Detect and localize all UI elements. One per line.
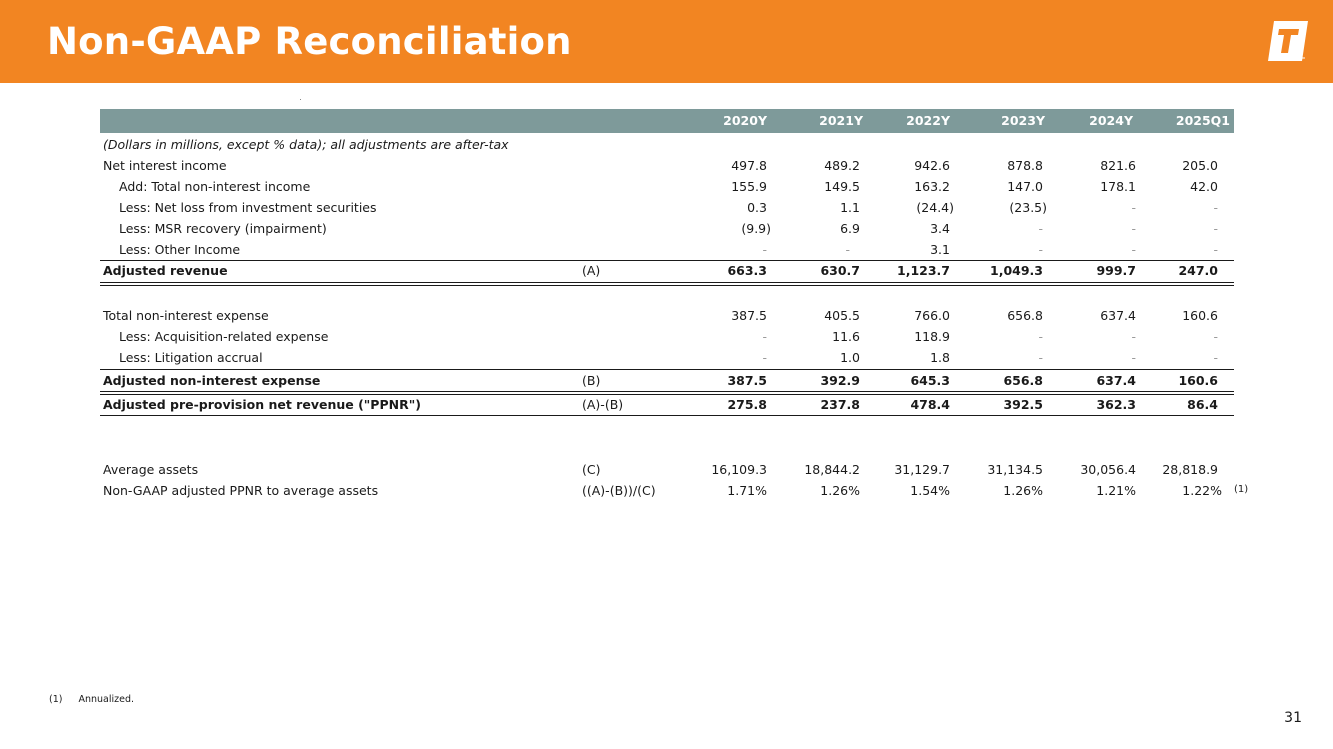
cell-value: 942.6 — [914, 158, 950, 173]
table-row-subtotal — [100, 370, 1234, 391]
cell-value: 405.5 — [824, 308, 860, 323]
row-divider — [100, 391, 1234, 392]
cell-value: - — [1213, 242, 1218, 257]
cell-value: 645.3 — [910, 373, 950, 388]
cell-value: 6.9 — [840, 221, 860, 236]
cell-value: - — [1131, 242, 1136, 257]
table-row — [100, 480, 1234, 501]
row-label: Adjusted non-interest expense — [103, 373, 321, 388]
column-header-2021y: 2021Y — [819, 113, 863, 128]
cell-value: 1,123.7 — [897, 263, 950, 278]
cell-value: 637.4 — [1096, 373, 1136, 388]
cell-value: - — [762, 329, 767, 344]
row-label: Adjusted pre-provision net revenue ("PPNR") — [103, 397, 421, 412]
footnote — [49, 694, 134, 705]
cell-value: 1.1 — [840, 200, 860, 215]
cell-value: 1.21% — [1096, 483, 1136, 498]
cell-value: 0.3 — [747, 200, 767, 215]
cell-value: 86.4 — [1187, 397, 1218, 412]
row-divider — [100, 415, 1234, 416]
row-reference: (C) — [582, 462, 601, 477]
cell-value: 160.6 — [1182, 308, 1218, 323]
column-header-2022y: 2022Y — [906, 113, 950, 128]
cell-value: 1.26% — [820, 483, 860, 498]
cell-value: 11.6 — [832, 329, 860, 344]
table-row-total — [100, 394, 1234, 415]
column-header-2025q1: 2025Q1 — [1175, 113, 1230, 128]
cell-value: 999.7 — [1096, 263, 1136, 278]
cell-value: 118.9 — [914, 329, 950, 344]
table-row — [100, 459, 1234, 480]
cell-value: 489.2 — [824, 158, 860, 173]
cell-value: 3.1 — [930, 242, 950, 257]
cell-value: 42.0 — [1190, 179, 1218, 194]
cell-value: 31,129.7 — [894, 462, 950, 477]
cell-value: - — [762, 350, 767, 365]
cell-value: 155.9 — [731, 179, 767, 194]
cell-value: 247.0 — [1178, 263, 1218, 278]
cell-value: 637.4 — [1100, 308, 1136, 323]
cell-value: 16,109.3 — [711, 462, 767, 477]
company-logo-icon — [1262, 18, 1312, 64]
cell-value: (23.5) — [1009, 200, 1047, 215]
cell-value: - — [1213, 329, 1218, 344]
cell-value: 656.8 — [1007, 308, 1043, 323]
cell-value: - — [1131, 329, 1136, 344]
cell-value: 1.26% — [1003, 483, 1043, 498]
cell-value: 656.8 — [1003, 373, 1043, 388]
cell-value: 178.1 — [1100, 179, 1136, 194]
cell-value: 237.8 — [820, 397, 860, 412]
row-label: Adjusted revenue — [103, 263, 228, 278]
cell-value: 478.4 — [910, 397, 950, 412]
row-reference: ((A)-(B))/(C) — [582, 483, 656, 498]
row-label: Less: MSR recovery (impairment) — [119, 221, 327, 236]
column-header-2020y: 2020Y — [723, 113, 767, 128]
table-note — [100, 134, 1234, 155]
row-label: Average assets — [103, 462, 199, 477]
cell-value: 1.8 — [930, 350, 950, 365]
cell-value: 497.8 — [731, 158, 767, 173]
cell-value: - — [845, 242, 850, 257]
table-row — [100, 239, 1234, 260]
table-header — [100, 109, 1234, 133]
row-label: Net interest income — [103, 158, 227, 173]
cell-value: 1.0 — [840, 350, 860, 365]
table-row — [100, 176, 1234, 197]
row-reference: (A)-(B) — [582, 397, 624, 412]
page-number: 31 — [1284, 710, 1302, 726]
cell-value: 28,818.9 — [1162, 462, 1218, 477]
table-row — [100, 326, 1234, 347]
cell-value: 766.0 — [914, 308, 950, 323]
table-row — [100, 218, 1234, 239]
column-header-2024y: 2024Y — [1089, 113, 1133, 128]
cell-value: 18,844.2 — [804, 462, 860, 477]
cell-value: 31,134.5 — [987, 462, 1043, 477]
cell-value: - — [1131, 350, 1136, 365]
row-reference: (B) — [582, 373, 601, 388]
row-label: Add: Total non-interest income — [119, 179, 311, 194]
cell-value: 663.3 — [727, 263, 767, 278]
cell-value: 821.6 — [1100, 158, 1136, 173]
cell-value: 147.0 — [1007, 179, 1043, 194]
cell-value: - — [1038, 221, 1043, 236]
footnote-marker: (1) — [1234, 484, 1249, 495]
row-divider — [100, 282, 1234, 283]
cell-value: 30,056.4 — [1080, 462, 1136, 477]
cell-value: - — [762, 242, 767, 257]
table-row — [100, 155, 1234, 176]
row-label: Less: Net loss from investment securities — [119, 200, 377, 215]
table-row — [100, 197, 1234, 218]
cell-value: 3.4 — [930, 221, 950, 236]
table-row-subtotal — [100, 260, 1234, 281]
cell-value: 275.8 — [727, 397, 767, 412]
footnote-text: Annualized. — [78, 694, 135, 705]
cell-value: 1.54% — [910, 483, 950, 498]
cell-value: 1.71% — [727, 483, 767, 498]
row-label: Non-GAAP adjusted PPNR to average assets — [103, 483, 379, 498]
footnote-number: (1) — [49, 694, 63, 705]
cell-value: - — [1131, 221, 1136, 236]
row-divider — [100, 285, 1234, 286]
cell-value: 392.9 — [820, 373, 860, 388]
page-title: Non-GAAP Reconciliation — [47, 20, 572, 63]
row-label: Less: Acquisition-related expense — [119, 329, 329, 344]
row-label: Less: Other Income — [119, 242, 241, 257]
cell-value: 362.3 — [1096, 397, 1136, 412]
table-row — [100, 347, 1234, 368]
cell-value: 149.5 — [824, 179, 860, 194]
cell-value: 387.5 — [731, 308, 767, 323]
cell-value: 878.8 — [1007, 158, 1043, 173]
column-header-2023y: 2023Y — [1001, 113, 1045, 128]
cell-value: - — [1213, 350, 1218, 365]
cell-value: (9.9) — [741, 221, 771, 236]
table-row — [100, 305, 1234, 326]
decorative-dot — [300, 99, 301, 100]
cell-value: 630.7 — [820, 263, 860, 278]
row-label: Less: Litigation accrual — [119, 350, 263, 365]
cell-value: 392.5 — [1003, 397, 1043, 412]
cell-value: - — [1038, 350, 1043, 365]
cell-value: - — [1038, 242, 1043, 257]
cell-value: 160.6 — [1178, 373, 1218, 388]
cell-value: 387.5 — [727, 373, 767, 388]
cell-value: (24.4) — [916, 200, 954, 215]
row-reference: (A) — [582, 263, 601, 278]
cell-value: 1,049.3 — [990, 263, 1043, 278]
table-note-text: (Dollars in millions, except % data); all adjustments are after-tax — [103, 137, 509, 152]
cell-value: 205.0 — [1182, 158, 1218, 173]
cell-value: - — [1038, 329, 1043, 344]
cell-value: - — [1131, 200, 1136, 215]
row-label: Total non-interest expense — [103, 308, 269, 323]
cell-value: - — [1213, 221, 1218, 236]
cell-value: - — [1213, 200, 1218, 215]
cell-value: 1.22% — [1182, 483, 1222, 498]
cell-value: 163.2 — [914, 179, 950, 194]
